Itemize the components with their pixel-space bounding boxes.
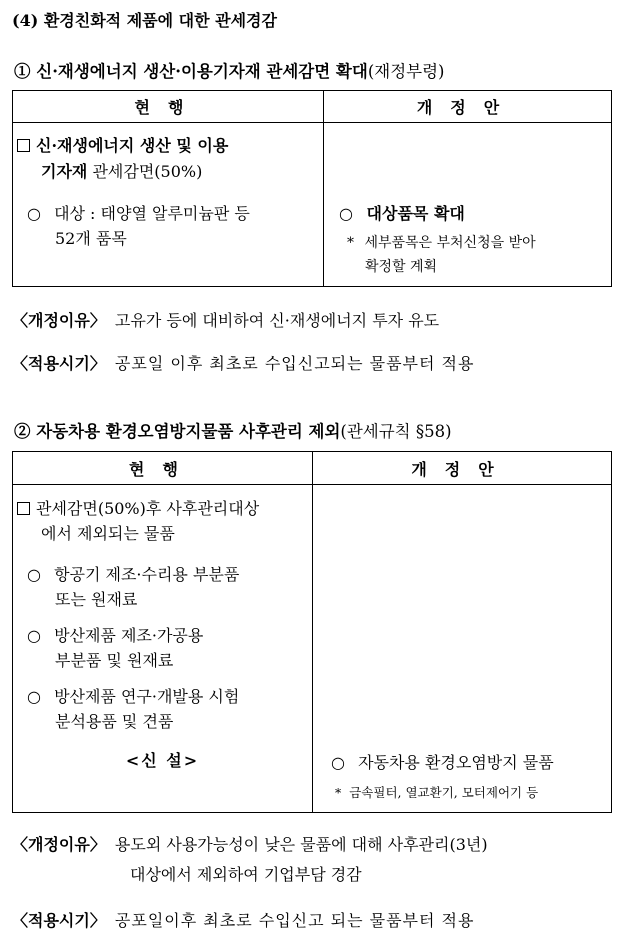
section2-revised-note: * 금속필터, 열교환기, 모터제어기 등 <box>335 785 539 800</box>
section1-title-text: 신·재생에너지 생산·이용기자재 관세감면 확대 <box>36 62 368 81</box>
apply-label: 〈적용시기〉 <box>12 354 106 373</box>
section1-current-item-line2: 52개 품목 <box>55 229 127 248</box>
section2-column-divider <box>312 452 313 812</box>
circle-bullet-icon: ○ <box>27 204 41 223</box>
circle-bullet-icon: ○ <box>339 204 353 223</box>
circle-bullet-icon: ○ <box>331 753 345 772</box>
list-item: ○ 방산제품 제조·가공용 <box>27 626 204 645</box>
list-item-line2: 또는 원재료 <box>55 590 138 609</box>
apply-label: 〈적용시기〉 <box>12 911 106 930</box>
asterisk-icon: * <box>335 785 342 800</box>
section1-apply <box>12 351 474 374</box>
section2-title <box>14 418 452 442</box>
section1-title-suffix: (재정부령) <box>367 62 445 81</box>
section1-current-box-line1: 신·재생에너지 생산 및 이용 <box>17 133 228 156</box>
reason-text: 고유가 등에 대비하여 신·재생에너지 투자 유도 <box>114 311 440 330</box>
section2-reason <box>12 832 488 855</box>
section2-current-box-line1: 관세감면(50%)후 사후관리대상 <box>17 496 259 519</box>
section2-current-box-line2: 에서 제외되는 물품 <box>41 524 175 543</box>
section1-table <box>12 90 612 287</box>
circle-bullet-icon: ○ <box>27 687 41 706</box>
checkbox-square-icon <box>17 139 30 152</box>
section1-current-item: ○ 대상 : 태양열 알루미늄판 등 <box>27 204 250 223</box>
circle-bullet-icon: ○ <box>27 626 41 645</box>
section1-title <box>14 58 444 82</box>
list-item: ○ 항공기 제조·수리용 부분품 <box>27 565 240 584</box>
circle-bullet-icon: ○ <box>27 565 41 584</box>
reason-label: 〈개정이유〉 <box>12 835 106 854</box>
section2-reason-line2: 대상에서 제외하여 기업부담 경감 <box>130 865 362 884</box>
section1-col-revised: 개정안 <box>416 98 518 117</box>
section2-number: ② <box>14 422 31 441</box>
list-item-line2: 분석용품 및 견품 <box>55 712 174 731</box>
section1-number: ① <box>14 62 31 81</box>
section2-title-text: 자동차용 환경오염방지물품 사후관리 제외 <box>36 422 341 441</box>
section1-revised-note: * 세부품목은 부처신청을 받아 <box>347 235 536 251</box>
checkbox-square-icon <box>17 502 30 515</box>
section1-current-box-line2: 기자재 관세감면(50%) <box>41 162 203 181</box>
section2-col-current: 현행 <box>129 459 196 479</box>
new-provision-label: <신 설> <box>125 751 200 770</box>
list-item: ○ 방산제품 연구·개발용 시험 <box>27 687 240 706</box>
section2-title-suffix: (관세규칙 §58) <box>340 422 452 441</box>
section1-reason <box>12 308 439 331</box>
asterisk-icon: * <box>347 235 354 251</box>
section1-revised-note-line2: 확정할 계획 <box>365 259 438 275</box>
apply-text: 공포일 이후 최초로 수입신고되는 물품부터 적용 <box>114 354 475 373</box>
section2-table <box>12 451 612 813</box>
apply-text: 공포일이후 최초로 수입신고 되는 물품부터 적용 <box>114 911 475 930</box>
section1-revised-item: ○ 대상품목 확대 <box>339 204 465 223</box>
section1-col-current: 현행 <box>134 98 202 117</box>
reason-label: 〈개정이유〉 <box>12 311 106 330</box>
section-heading: (4) 환경친화적 제품에 대한 관세경감 <box>12 11 277 30</box>
section2-col-revised: 개정안 <box>411 459 512 479</box>
list-item-line2: 부분품 및 원재료 <box>55 651 174 670</box>
section2-apply <box>12 908 474 931</box>
section2-revised-item: ○ 자동차용 환경오염방지 물품 <box>331 753 554 772</box>
reason-text: 용도외 사용가능성이 낮은 물품에 대해 사후관리(3년) <box>114 835 488 854</box>
